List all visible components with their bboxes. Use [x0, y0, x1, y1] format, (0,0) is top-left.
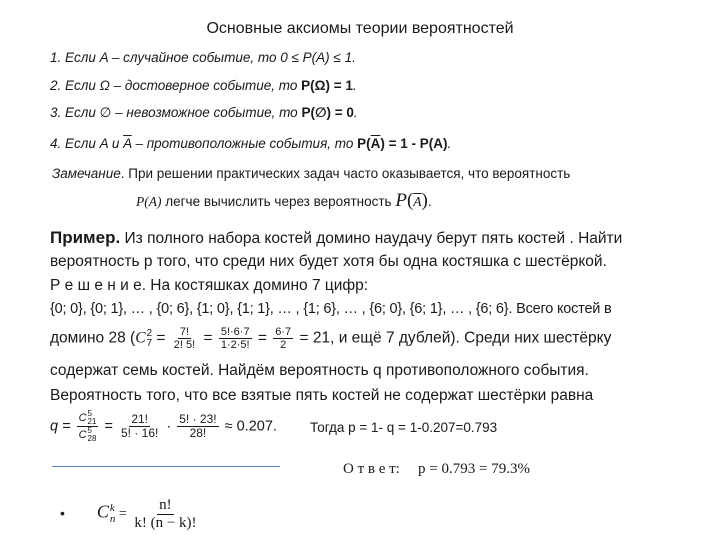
divider [52, 466, 280, 467]
axiom-2: 2. Если Ω – достоверное событие, то P(Ω) = 1. [50, 78, 357, 93]
fraction-7-factorial: $\frac{7!}{2! 5!}$ [173, 326, 196, 352]
fraction-expanded: $\frac{5!\cdot 6\cdot 7}{1\cdot 2\cdot 5!}$ [220, 326, 250, 352]
example-line-7: Вероятность того, что все взятые пять костей не содержат шестёрки равна [50, 387, 594, 404]
combination-fraction: $\frac{n!}{k! (n - k)!}$ [134, 497, 197, 531]
example-line-2: вероятность р того, что среди них будет хотя бы одна костяшка с шестёркой. [50, 253, 607, 270]
remark-line-2: P(A) легче вычислить через вероятность $P(\overline{A})$. [136, 190, 432, 211]
then-line: Тогда р = 1- q = 1-0.207=0.793 [310, 420, 498, 435]
example-line-1: Пример. Из полного набора костей домино наудачу берут пять костей . Найти [50, 228, 623, 247]
page-title: Основные аксиомы теории вероятностей [206, 20, 514, 37]
fraction-21: $\frac{21!}{5! \cdot 16!}$ [120, 411, 159, 440]
q-formula: q = C 5 21 C 5 28 = $\frac{21!}{5! \cdot 16!}$ · $\frac{5! \cdot 23!}{28!}$ ≈ 0.207. [50, 409, 277, 443]
axiom-3: 3. Если ∅ – невозможное событие, то P(∅) = 0. [50, 105, 358, 120]
combination-formula: • C k n = $\frac{n!}{k! (n - k)!}$ [60, 497, 197, 531]
fraction-simplified: $\frac{6\cdot 7}{2}$ [275, 326, 292, 352]
fraction-c-ratio: C 5 21 C 5 28 [78, 409, 97, 443]
answer: О т в е т: p = 0.793 = 79.3% [343, 461, 530, 477]
remark-line-1: Замечание. При решении практических задач часто оказывается, что вероятность [52, 166, 571, 181]
example-line-5: домино 28 (C 2 7 = $\frac{7!}{2! 5!}$ = $\frac{5!\cdot 6\cdot 7}{1\cdot 2\cdot 5!}$ = $\frac{6\cdot 7}{2}$ = 21, и ещё 7 дублей). Среди них шестёрку [50, 326, 612, 352]
example-line-3: Р е ш е н и е. На костяшках домино 7 цифр: [50, 277, 369, 294]
example-line-6: содержат семь костей. Найдём вероятность q противоположного события. [50, 362, 589, 379]
example-line-4: {0; 0}, {0; 1}, … , {0; 6}, {1; 0}, {1; 1}, … , {1; 6}, … , {6; 0}, {6; 1}, … , {6; 6}. Всего костей в [50, 301, 612, 317]
fraction-28: $\frac{5! \cdot 23!}{28!}$ [179, 411, 217, 440]
axiom-1: 1. Если A – случайное событие, то 0 ≤ P(A) ≤ 1. [50, 50, 356, 65]
axiom-4: 4. Если A и $\overline{A}$ – противоположные события, то $P(\overline{A}) = 1 - P(A)$. [50, 136, 452, 151]
